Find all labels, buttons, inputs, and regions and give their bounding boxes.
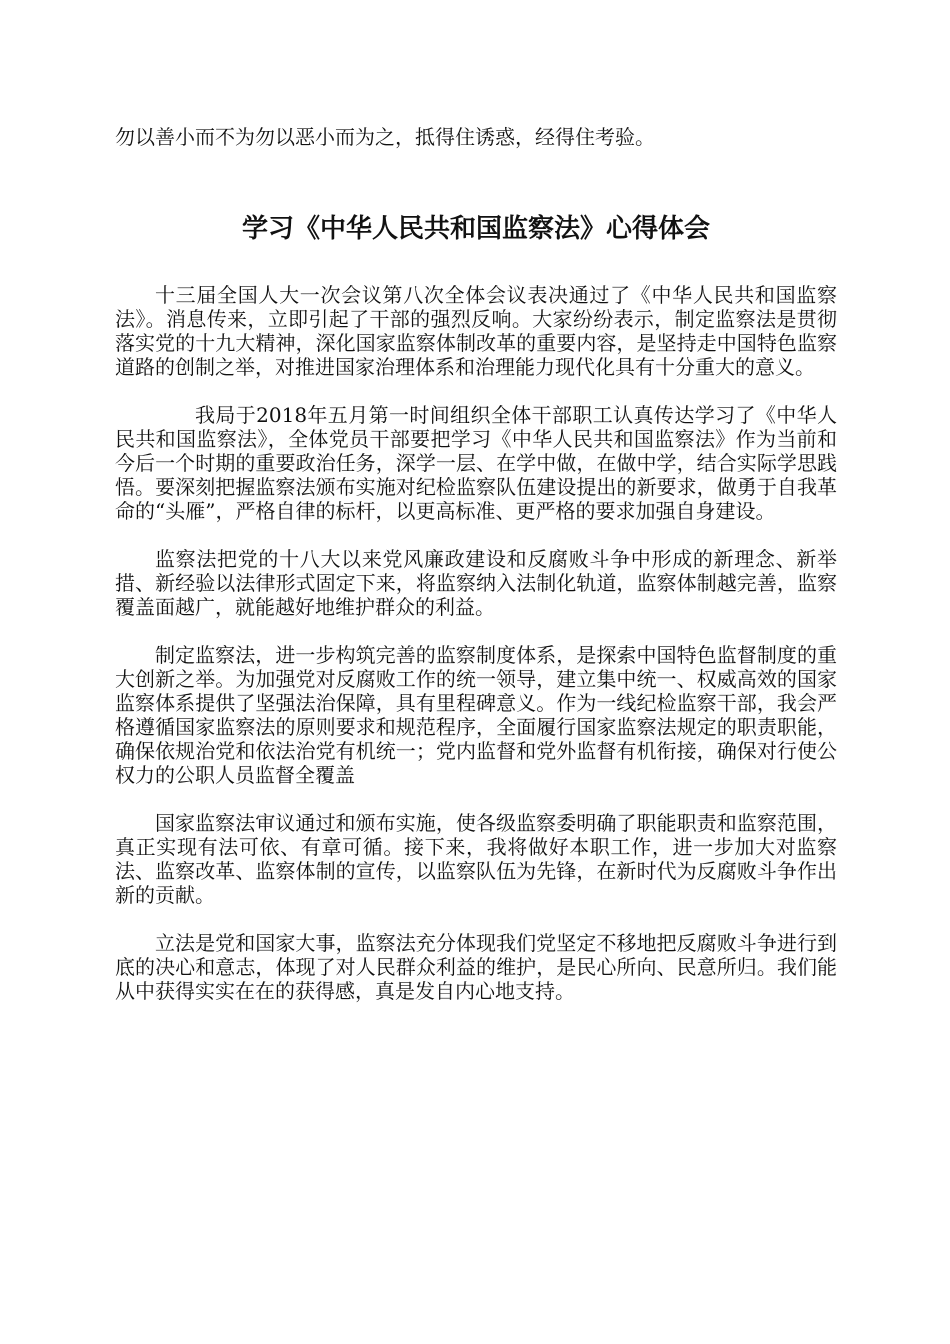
- document-title: 学习《中华人民共和国监察法》心得体会: [241, 214, 710, 244]
- paragraph-6: 立法是党和国家大事，监察法充分体现我们党坚定不移地把反腐败斗争进行到底的决心和意志，体现了对人民群众利益的维护，是民心所向、民意所归。我们能从中获得实实在在的获得感，真是发自内心地支持。: [115, 931, 837, 1003]
- paragraph-1: 十三届全国人大一次会议第八次全体会议表决通过了《中华人民共和国监察法》。消息传来，立即引起了干部的强烈反响。大家纷纷表示，制定监察法是贯彻落实党的十九大精神，深化国家监察体制改革的重要内容，是坚持走中国特色监察道路的创制之举，对推进国家治理体系和治理能力现代化具有十分重大的意义。: [115, 283, 837, 379]
- paragraph-3: 监察法把党的十八大以来党风廉政建设和反腐败斗争中形成的新理念、新举措、新经验以法律形式固定下来，将监察纳入法制化轨道，监察体制越完善，监察覆盖面越广，就能越好地维护群众的利益。: [115, 547, 837, 619]
- document-content: [115, 116, 837, 1027]
- paragraph-2: 我局于2018年五月第一时间组织全体干部职工认真传达学习了《中华人民共和国监察法》，全体党员干部要把学习《中华人民共和国监察法》作为当前和今后一个时期的重要政治任务，深学一层、在学中做，在做中学，结合实际学思践悟。要深刻把握监察法颁布实施对纪检监察队伍建设提出的新要求，做勇于自我革命的“头雁”，严格自律的标杆，以更高标准、更严格的要求加强自身建设。: [115, 403, 837, 523]
- top-line: 勿以善小而不为勿以恶小而为之，抵得住诱惑，经得住考验。: [115, 125, 655, 149]
- paragraph-4: 制定监察法，进一步构筑完善的监察制度体系，是探索中国特色监督制度的重大创新之举。为加强党对反腐败工作的统一领导，建立集中统一、权威高效的国家监察体系提供了坚强法治保障，具有里程碑意义。作为一线纪检监察干部，我会严格遵循国家监察法的原则要求和规范程序，全面履行国家监察法规定的职责职能，确保依规治党和依法治党有机统一；党内监督和党外监督有机衔接，确保对行使公权力的公职人员监督全覆盖: [115, 643, 837, 787]
- paragraph-5: 国家监察法审议通过和颁布实施，使各级监察委明确了职能职责和监察范围，真正实现有法可依、有章可循。接下来，我将做好本职工作，进一步加大对监察法、监察改革、监察体制的宣传，以监察队伍为先锋，在新时代为反腐败斗争作出新的贡献。: [115, 811, 837, 907]
